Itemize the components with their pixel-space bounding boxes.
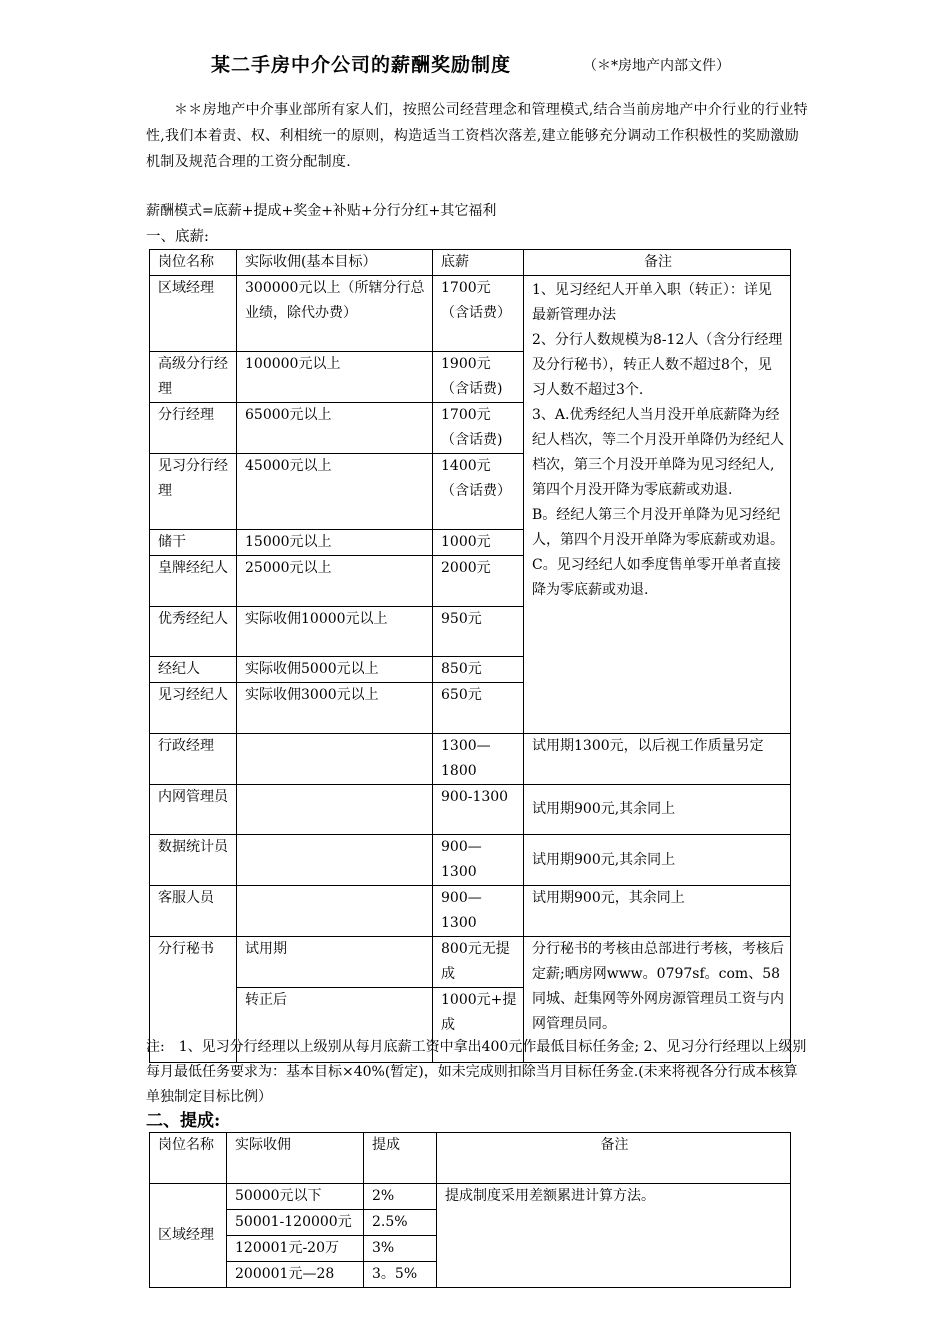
salary-cell: 650元: [433, 683, 524, 734]
base-salary-table: [149, 249, 791, 1063]
header-cell: 底薪: [433, 250, 524, 276]
position-cell: 分行秘书: [150, 937, 237, 1063]
position-cell: 区域经理: [150, 276, 237, 352]
salary-formula: 薪酬模式=底薪+提成+奖金+补贴+分行分红+其它福利: [146, 203, 497, 219]
position-cell: 见习经纪人: [150, 683, 237, 734]
salary-cell: 1700元（含话费): [433, 403, 524, 454]
range-cell: 50000元以下: [227, 1184, 364, 1210]
table-row: [150, 886, 791, 937]
table-header-row: [150, 1133, 791, 1184]
header-cell: 岗位名称: [150, 1133, 227, 1184]
header-cell: 实际收佣(基本目标）: [237, 250, 433, 276]
position-cell: 经纪人: [150, 657, 237, 683]
target-cell: 300000元以上（所辖分行总业绩，除代办费）: [237, 276, 433, 352]
target-cell: [237, 886, 433, 937]
rate-cell: 3%: [364, 1236, 437, 1262]
table-row: [150, 937, 791, 988]
target-cell: 100000元以上: [237, 352, 433, 403]
note-cell: 分行秘书的考核由总部进行考核，考核后定薪;晒房网www。0797sf。com、58同城、赶集网等外网房源管理员工资与内网管理员同。: [524, 937, 791, 1063]
salary-cell: 900-1300: [433, 785, 524, 835]
note-cell: 试用期1300元，以后视工作质量另定: [524, 734, 791, 785]
commission-table: [149, 1132, 791, 1288]
target-cell: 25000元以上: [237, 556, 433, 607]
salary-cell: 1700元（含话费）: [433, 276, 524, 352]
target-cell: [237, 734, 433, 785]
position-cell: 分行经理: [150, 403, 237, 454]
header-cell: 岗位名称: [150, 250, 237, 276]
position-cell: 见习分行经理: [150, 454, 237, 530]
intro-paragraph: ＊＊房地产中介事业部所有家人们，按照公司经营理念和管理模式,结合当前房地产中介行业的行业特性,我们本着责、权、利相统一的原则，构造适当工资档次落差,建立能够充分调动工作积极性的奖励激励机制及规范合理的工资分配制度.: [146, 102, 808, 170]
table-row: [150, 1184, 791, 1210]
note-cell: 提成制度采用差额累进计算方法。: [437, 1184, 791, 1288]
shared-note-cell: 1、见习经纪人开单入职（转正）：详见最新管理办法 2、分行人数规模为8-12人（含分行经理及分行秘书），转正人数不超过8个，见习人数不超过3个. 3、A.优秀经纪人当月没开单底薪降为经纪人档次，等二个月没开单降仍为经纪人档次，第三个月没开单降为见习经纪人,第四个月没开降为零底薪或劝退. B。经纪人第三个月没开单降为见习经纪人，第四个月没开单降为零底薪或劝退。 C。见习经纪人如季度售单零开单者直接降为零底薪或劝退.: [524, 276, 791, 734]
salary-cell: 2000元: [433, 556, 524, 607]
section2-heading: 二、提成:: [146, 1111, 221, 1131]
header-cell: 备注: [437, 1133, 791, 1184]
target-cell: 15000元以上: [237, 530, 433, 556]
target-cell: 实际收佣10000元以上: [237, 607, 433, 657]
position-cell: 内网管理员: [150, 785, 237, 835]
position-cell: 客服人员: [150, 886, 237, 937]
table-header-row: [150, 250, 791, 276]
salary-cell: 1000元+提成: [433, 988, 524, 1063]
position-cell: 储干: [150, 530, 237, 556]
salary-cell: 950元: [433, 607, 524, 657]
page-subtitle: （＊*房地产内部文件）: [583, 58, 730, 74]
rate-cell: 3。5%: [364, 1262, 437, 1288]
range-cell: 200001元—28: [227, 1262, 364, 1288]
salary-cell: 800元无提成: [433, 937, 524, 988]
note-cell: 试用期900元，其余同上: [524, 886, 791, 937]
table-row: [150, 734, 791, 785]
salary-cell: 1400元（含话费）: [433, 454, 524, 530]
footnote: 注: 1、见习分行经理以上级别从每月底薪工资中拿出400元作最低目标任务金; 2、见习分行经理以上级别每月最低任务要求为：基本目标×40%(暂定)，如未完成则扣除当月目标任务金.(未来将视各分行成本核算单独制定目标比例）: [146, 1039, 807, 1105]
range-cell: 120001元-20万: [227, 1236, 364, 1262]
header-cell: 提成: [364, 1133, 437, 1184]
position-cell: 优秀经纪人: [150, 607, 237, 657]
target-cell: 65000元以上: [237, 403, 433, 454]
target-cell: [237, 835, 433, 886]
target-cell: 实际收佣3000元以上: [237, 683, 433, 734]
table-row: [150, 785, 791, 835]
table-row: [150, 276, 791, 352]
section1-heading: 一、底薪:: [146, 229, 209, 245]
note-cell: 试用期900元,其余同上: [524, 785, 791, 835]
target-cell: 转正后: [237, 988, 433, 1063]
target-cell: [237, 785, 433, 835]
range-cell: 50001-120000元: [227, 1210, 364, 1236]
position-cell: 高级分行经理: [150, 352, 237, 403]
target-cell: 45000元以上: [237, 454, 433, 530]
salary-cell: 900—1300: [433, 835, 524, 886]
salary-cell: 1000元: [433, 530, 524, 556]
position-cell: 数据统计员: [150, 835, 237, 886]
header-cell: 备注: [524, 250, 791, 276]
position-cell: 区域经理: [150, 1184, 227, 1288]
title-row: [0, 50, 950, 80]
salary-cell: 1300—1800: [433, 734, 524, 785]
salary-cell: 1900元（含话费): [433, 352, 524, 403]
header-cell: 实际收佣: [227, 1133, 364, 1184]
position-cell: 行政经理: [150, 734, 237, 785]
salary-cell: 850元: [433, 657, 524, 683]
salary-cell: 900—1300: [433, 886, 524, 937]
note-cell: 试用期900元,其余同上: [524, 835, 791, 886]
page-title: 某二手房中介公司的薪酬奖励制度: [211, 54, 512, 76]
position-cell: 皇牌经纪人: [150, 556, 237, 607]
target-cell: 实际收佣5000元以上: [237, 657, 433, 683]
table-row: [150, 835, 791, 886]
rate-cell: 2%: [364, 1184, 437, 1210]
rate-cell: 2.5%: [364, 1210, 437, 1236]
target-cell: 试用期: [237, 937, 433, 988]
